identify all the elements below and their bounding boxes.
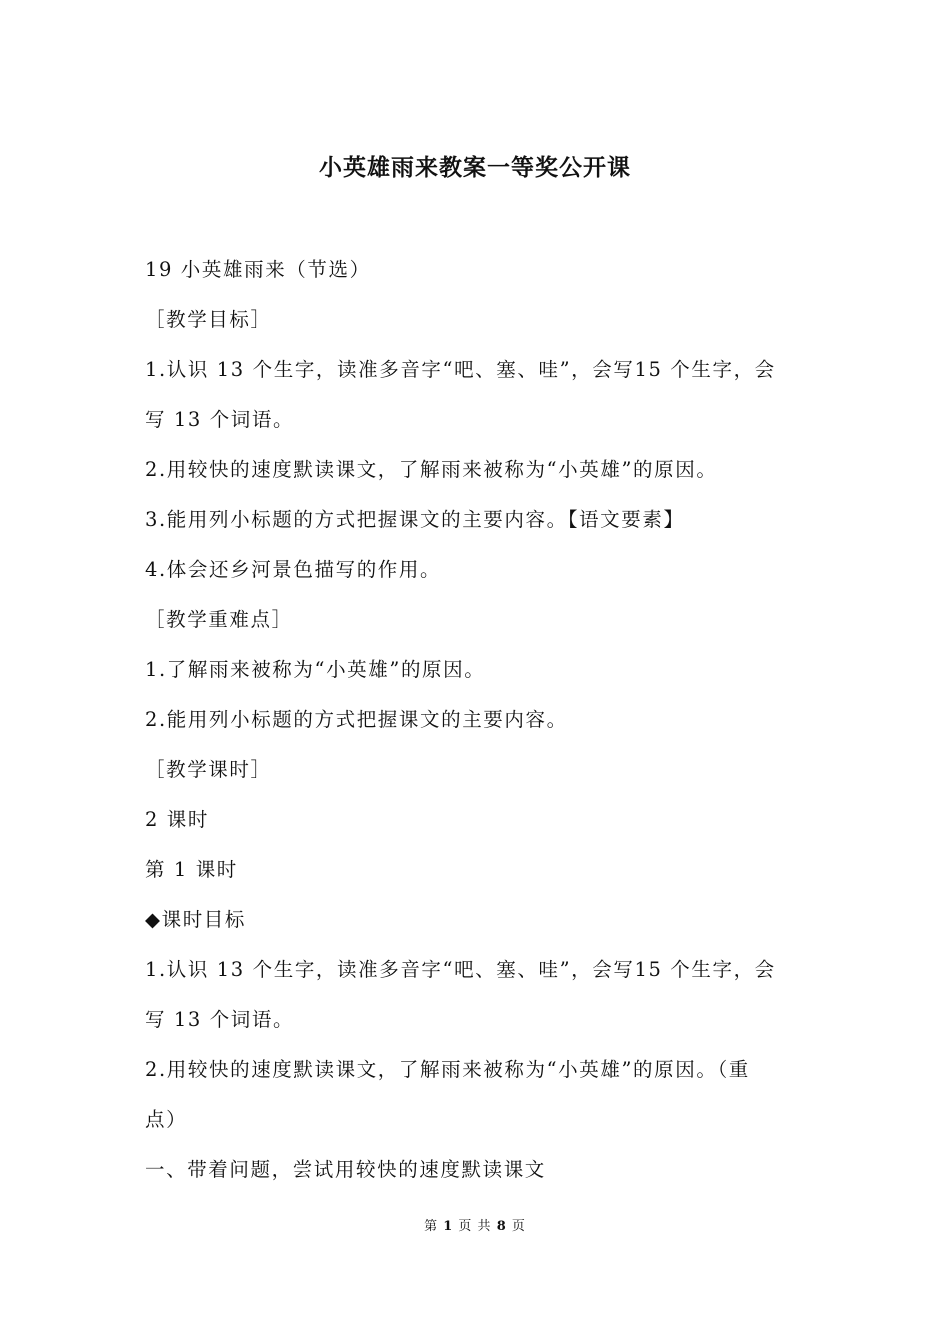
text-line: 写 13 个词语。 bbox=[145, 408, 295, 431]
text-line: 1.了解雨来被称为“小英雄”的原因。 bbox=[145, 658, 486, 681]
text-line: 一、带着问题，尝试用较快的速度默读课文 bbox=[145, 1158, 546, 1181]
page-footer bbox=[0, 1215, 950, 1234]
text-line: 点） bbox=[145, 1108, 188, 1131]
text-line: 4.体会还乡河景色描写的作用。 bbox=[145, 558, 442, 581]
text-line: ［教学目标］ bbox=[145, 308, 272, 331]
footer-middle: 页 共 bbox=[458, 1219, 492, 1234]
text-line: ［教学重难点］ bbox=[145, 608, 293, 631]
text-line: 2.用较快的速度默读课文，了解雨来被称为“小英雄”的原因。 bbox=[145, 458, 718, 481]
text-line: ［教学课时］ bbox=[145, 758, 272, 781]
text-line: 2 课时 bbox=[145, 808, 210, 831]
document-title: 小英雄雨来教案一等奖公开课 bbox=[319, 154, 631, 181]
text-line: 第 1 课时 bbox=[145, 858, 238, 881]
text-line: 1.认识 13 个生字，读准多音字“吧、塞、哇”，会写15 个生字，会 bbox=[145, 358, 776, 381]
text-line: 3.能用列小标题的方式把握课文的主要内容。【语文要素】 bbox=[145, 508, 685, 531]
text-line: 2.能用列小标题的方式把握课文的主要内容。 bbox=[145, 708, 568, 731]
footer-suffix: 页 bbox=[511, 1219, 526, 1234]
document-body bbox=[145, 252, 815, 1202]
footer-page-total: 8 bbox=[496, 1219, 507, 1234]
text-line: 写 13 个词语。 bbox=[145, 1008, 295, 1031]
text-line: 1.认识 13 个生字，读准多音字“吧、塞、哇”，会写15 个生字，会 bbox=[145, 958, 776, 981]
text-line: 2.用较快的速度默读课文，了解雨来被称为“小英雄”的原因。（重 bbox=[145, 1058, 750, 1081]
text-line: 19 小英雄雨来（节选） bbox=[145, 258, 371, 281]
text-line: ◆课时目标 bbox=[145, 908, 246, 931]
footer-prefix: 第 bbox=[424, 1219, 439, 1234]
footer-page-number: 1 bbox=[443, 1219, 454, 1234]
